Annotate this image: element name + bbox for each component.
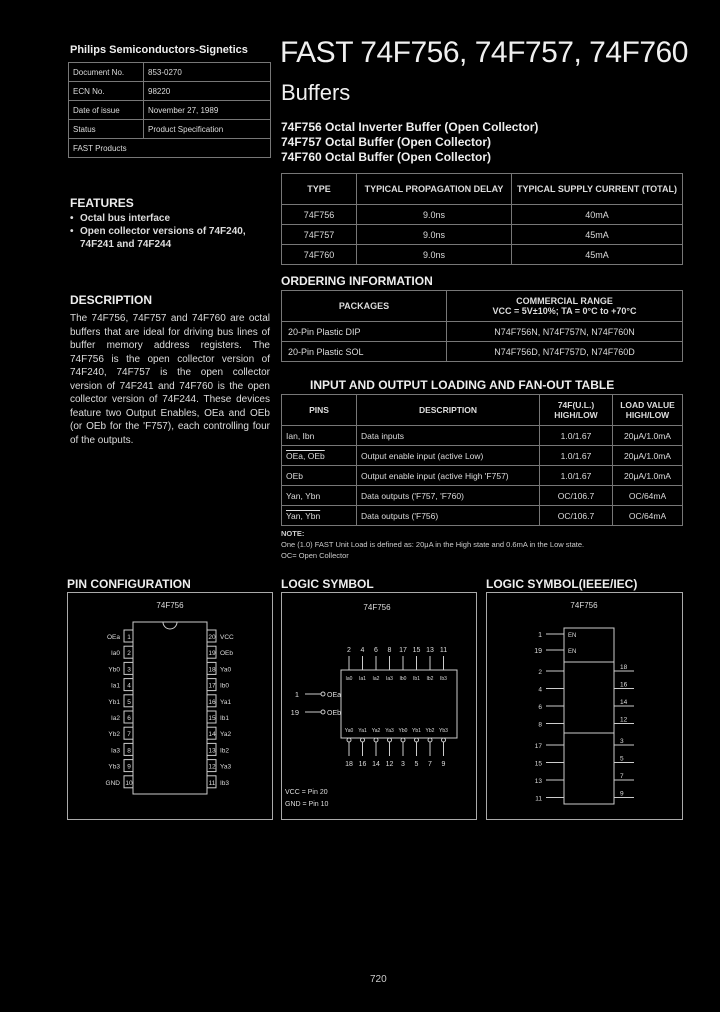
logic-top-pin: 17 xyxy=(399,647,407,654)
pin-label: Yb0 xyxy=(108,666,120,674)
pin-label: OEa xyxy=(106,634,120,641)
logic-top-pin: 8 xyxy=(387,647,392,654)
desc-cell: Data outputs ('F756) xyxy=(357,506,540,526)
variant-757: 74F757 Octal Buffer (Open Collector) xyxy=(281,135,492,149)
dip-notch xyxy=(163,622,177,629)
pin-number: 2 xyxy=(127,650,131,658)
ieee-output-pin: 12 xyxy=(620,716,628,724)
ieee-input-pin: 13 xyxy=(534,778,542,785)
logic-top-pin: 11 xyxy=(439,647,448,654)
pin-label: Ia1 xyxy=(110,682,120,690)
pin-number: 13 xyxy=(208,747,216,755)
status-value: Product Specification xyxy=(144,120,271,139)
feature-item: • Open collector versions of 74F240, 74F241 and 74F244 xyxy=(70,225,280,251)
part-cell: N74F756N, N74F757N, N74F760N xyxy=(447,322,683,342)
delay-cell: 9.0ns xyxy=(357,225,512,245)
oe-a-label: OEa xyxy=(327,692,342,699)
load-cell: 20μA/1.0mA xyxy=(613,446,683,466)
table-row xyxy=(282,426,683,446)
delay-cell: 9.0ns xyxy=(357,245,512,265)
logic-output-bubble xyxy=(428,738,432,742)
part-cell: N74F756D, N74F757D, N74F760D xyxy=(447,342,683,362)
logic-top-pin: 2 xyxy=(347,647,351,654)
pin-number: 7 xyxy=(127,731,131,739)
pin-label: Ya2 xyxy=(220,731,232,739)
commercial-range-conditions: VCC = 5V±10%; TA = 0°C to +70°C xyxy=(492,306,637,316)
page-title: FAST 74F756, 74F757, 74F760 xyxy=(280,36,688,69)
logic-input-label: Ib1 xyxy=(413,676,420,682)
logic-output-label: Ya1 xyxy=(358,728,367,734)
pin-label: VCC xyxy=(220,634,234,641)
logic-bottom-pin: 7 xyxy=(428,761,432,768)
type-cell: 74F756 xyxy=(282,205,357,225)
pin-cell: OEa, OEb xyxy=(282,446,357,466)
en2-pin: 19 xyxy=(534,648,542,655)
delay-header: TYPICAL PROPAGATION DELAY xyxy=(357,174,512,205)
logic-bottom-pin: 12 xyxy=(385,761,394,768)
logic-output-bubble xyxy=(361,738,365,742)
logic-output-bubble xyxy=(347,738,351,742)
date-value: November 27, 1989 xyxy=(144,101,271,120)
load-cell: OC/64mA xyxy=(613,486,683,506)
ul-cell: 1.0/1.67 xyxy=(540,446,613,466)
note xyxy=(281,528,584,561)
pin-config-frame xyxy=(68,593,273,820)
pin-number: 11 xyxy=(208,779,216,787)
company-name: Philips Semiconductors-Signetics xyxy=(70,44,248,56)
desc-cell: Data outputs ('F757, 'F760) xyxy=(357,486,540,506)
logic-bottom-pin: 18 xyxy=(345,761,353,768)
logic-output-label: Ya3 xyxy=(385,728,394,734)
pin-chip-label: 74F756 xyxy=(156,601,184,610)
dip-package xyxy=(133,622,207,794)
logic-top-pin: 4 xyxy=(360,647,365,654)
pin-number: 16 xyxy=(208,698,216,706)
packages-header: PACKAGES xyxy=(282,291,447,322)
pin-label: Ya0 xyxy=(220,666,232,674)
feature-item: • Octal bus interface xyxy=(70,212,280,225)
doc-no-label: Document No. xyxy=(69,63,144,82)
table-row xyxy=(282,506,683,526)
note-line: One (1.0) FAST Unit Load is defined as: 20μA in the High state and 0.6mA in the Low state. xyxy=(281,540,585,549)
current-cell: 45mA xyxy=(512,245,683,265)
pin-label: GND xyxy=(105,779,120,787)
ieee-input-pin: 8 xyxy=(538,721,542,729)
desc-cell: Data inputs xyxy=(357,426,540,446)
ieee-output-pin: 14 xyxy=(620,699,628,706)
pin-number: 5 xyxy=(127,698,131,706)
pin-cell: Ian, Ibn xyxy=(282,426,357,446)
type-cell: 74F760 xyxy=(282,245,357,265)
note-label: NOTE: xyxy=(281,529,305,538)
desc-cell: Output enable input (active High 'F757) xyxy=(357,466,540,486)
pin-cell: Yan, Ybn xyxy=(282,506,357,526)
commercial-range-label: COMMERCIAL RANGE xyxy=(516,296,613,306)
pin-number: 6 xyxy=(127,715,131,722)
logic-output-bubble xyxy=(374,738,378,742)
package-cell: 20-Pin Plastic SOL xyxy=(282,342,447,362)
load-cell: OC/64mA xyxy=(613,506,683,526)
logic-output-label: Ya2 xyxy=(371,728,381,734)
table-row xyxy=(282,466,683,486)
pin-label: Yb3 xyxy=(108,763,120,771)
ul-cell: 1.0/1.67 xyxy=(540,466,613,486)
pins-header: PINS xyxy=(282,395,357,426)
logic-bottom-pin: 16 xyxy=(358,761,367,768)
pin-number: 20 xyxy=(208,634,216,641)
ecn-value: 98220 xyxy=(144,82,271,101)
ieee-input-pin: 11 xyxy=(535,795,542,803)
description-text: The 74F756, 74F757 and 74F760 are octal buffers that are ideal for driving bus lines of buffer memory address registers. The 74F756 is the open collector version of 74F240, 74F757 is the open collector version of 74F241 and 74F760 is the open collector version of 74F244. These devices feature two Output Enables, OEa and OEb (or OEb for the 'F757), each controlling four of the outputs. xyxy=(70,313,270,446)
pin-label: Ib0 xyxy=(220,682,230,690)
variant-list xyxy=(281,120,538,165)
logic-bottom-pin: 14 xyxy=(372,761,380,768)
table-row xyxy=(282,486,683,506)
ieee-frame xyxy=(487,593,683,820)
ieee-output-pin: 16 xyxy=(620,681,628,689)
logic-chip-label: 74F756 xyxy=(363,603,391,612)
current-cell: 40mA xyxy=(512,205,683,225)
logic-output-label: Yb0 xyxy=(398,728,408,734)
logic-output-label: Yb2 xyxy=(425,728,435,734)
logic-input-label: Ia1 xyxy=(359,676,366,682)
delay-cell: 9.0ns xyxy=(357,205,512,225)
logic-input-label: Ia2 xyxy=(372,676,380,682)
load-cell: 20μA/1.0mA xyxy=(613,466,683,486)
logic-output-bubble xyxy=(388,738,392,742)
logic-input-label: Ib2 xyxy=(426,676,434,682)
logic-bottom-pin: 3 xyxy=(401,761,405,768)
en1-label: EN xyxy=(568,633,577,639)
type-header: TYPE xyxy=(282,174,357,205)
features-heading: FEATURES xyxy=(70,196,134,210)
table-row xyxy=(282,342,683,362)
pin-label: Ya3 xyxy=(220,763,232,771)
logic-input-label: Ia3 xyxy=(386,676,393,682)
logic-input-label: Ib0 xyxy=(399,676,407,682)
oe-a-pin: 1 xyxy=(294,690,299,699)
logic-input-label: Ia0 xyxy=(345,676,353,682)
description-header: DESCRIPTION xyxy=(357,395,540,426)
variant-756: 74F756 Octal Inverter Buffer (Open Collector) xyxy=(281,120,539,134)
features-list xyxy=(70,212,280,251)
ul-cell: OC/106.7 xyxy=(540,506,613,526)
current-cell: 45mA xyxy=(512,225,683,245)
ecn-label: ECN No. xyxy=(69,82,144,101)
pin-cell: OEb xyxy=(282,466,357,486)
description-heading: DESCRIPTION xyxy=(70,293,153,307)
pin-label: Ib3 xyxy=(220,779,230,787)
en1-pin: 1 xyxy=(538,632,542,639)
ieee-input-pin: 15 xyxy=(534,760,542,768)
logic-symbol-heading: LOGIC SYMBOL xyxy=(281,577,374,591)
logic-output-bubble xyxy=(442,738,446,742)
status-label: Status xyxy=(69,120,144,139)
logic-bottom-pin: 5 xyxy=(414,761,419,768)
pin-number: 1 xyxy=(127,634,131,641)
ul-header: 74F(U.L.) HIGH/LOW xyxy=(540,395,613,426)
ieee-symbol-diagram xyxy=(486,592,683,820)
pin-number: 3 xyxy=(127,666,131,674)
pin-number: 8 xyxy=(127,747,131,755)
desc-cell: Output enable input (active Low) xyxy=(357,446,540,466)
ieee-output-pin: 18 xyxy=(620,664,628,671)
ieee-input-pin: 17 xyxy=(534,743,542,750)
page-number: 720 xyxy=(370,974,387,985)
gnd-note: GND = Pin 10 xyxy=(285,801,329,808)
table-row xyxy=(282,205,683,225)
pin-label: Ia3 xyxy=(110,747,120,755)
logic-output-bubble xyxy=(401,738,405,742)
pin-number: 4 xyxy=(127,682,131,690)
pin-number: 17 xyxy=(208,682,216,690)
ordering-heading: ORDERING INFORMATION xyxy=(281,274,433,288)
page-subtitle: Buffers xyxy=(281,80,351,105)
ul-cell: 1.0/1.67 xyxy=(540,426,613,446)
ordering-table xyxy=(281,290,683,362)
logic-symbol-diagram xyxy=(281,592,477,820)
ieee-input-pin: 4 xyxy=(538,686,542,694)
pin-cell: Yan, Ybn xyxy=(282,486,357,506)
oe-b-pin: 19 xyxy=(290,708,299,717)
type-cell: 74F757 xyxy=(282,225,357,245)
logic-output-bubble xyxy=(415,738,419,742)
logic-top-pin: 13 xyxy=(426,647,434,654)
table-row xyxy=(282,245,683,265)
table-row xyxy=(282,322,683,342)
pin-number: 15 xyxy=(208,715,216,722)
pin-number: 9 xyxy=(127,763,131,771)
ul-cell: OC/106.7 xyxy=(540,486,613,506)
product-line: FAST Products xyxy=(69,139,271,158)
pin-number: 18 xyxy=(208,666,216,674)
ieee-output-pin: 9 xyxy=(620,790,624,798)
doc-no-value: 853-0270 xyxy=(144,63,271,82)
ieee-input-pin: 6 xyxy=(538,704,542,711)
type-table xyxy=(281,173,683,265)
pin-label: Ia0 xyxy=(110,650,120,658)
pin-label: Ib1 xyxy=(220,715,230,722)
logic-input-label: Ib3 xyxy=(440,676,447,682)
ieee-chip-label: 74F756 xyxy=(570,601,598,610)
pin-label: OEb xyxy=(220,650,234,658)
note-line: OC= Open Collector xyxy=(281,551,349,560)
date-label: Date of issue xyxy=(69,101,144,120)
en2-label: EN xyxy=(568,649,577,655)
logic-output-label: Ya0 xyxy=(344,728,354,734)
ieee-output-pin: 3 xyxy=(620,738,624,745)
logic-bottom-pin: 9 xyxy=(441,761,446,768)
load-header: LOAD VALUE HIGH/LOW xyxy=(613,395,683,426)
oe-b-bubble xyxy=(321,710,325,714)
logic-top-pin: 15 xyxy=(412,647,421,654)
logic-output-label: Yb3 xyxy=(439,728,448,734)
vcc-note: VCC = Pin 20 xyxy=(285,789,328,796)
logic-top-pin: 6 xyxy=(374,647,378,654)
ieee-symbol-heading: LOGIC SYMBOL(IEEE/IEC) xyxy=(486,577,638,591)
variant-760: 74F760 Octal Buffer (Open Collector) xyxy=(281,150,492,164)
ieee-output-pin: 5 xyxy=(620,755,624,763)
commercial-header xyxy=(447,291,683,322)
pin-number: 19 xyxy=(208,650,216,658)
pin-label: Ib2 xyxy=(220,747,230,755)
oe-b-label: OEb xyxy=(327,710,342,717)
pin-label: Ya1 xyxy=(220,698,232,706)
logic-frame xyxy=(282,593,477,820)
ieee-input-pin: 2 xyxy=(538,669,542,676)
current-header: TYPICAL SUPPLY CURRENT (TOTAL) xyxy=(512,174,683,205)
table-row xyxy=(282,446,683,466)
document-info-table xyxy=(68,62,271,158)
pin-config-heading: PIN CONFIGURATION xyxy=(67,577,191,591)
package-cell: 20-Pin Plastic DIP xyxy=(282,322,447,342)
pin-number: 14 xyxy=(208,731,216,739)
pin-number: 10 xyxy=(125,779,133,787)
io-heading: INPUT AND OUTPUT LOADING AND FAN-OUT TABLE xyxy=(310,378,615,392)
ieee-output-pin: 7 xyxy=(620,773,624,780)
load-cell: 20μA/1.0mA xyxy=(613,426,683,446)
pin-number: 12 xyxy=(208,763,216,771)
table-row xyxy=(282,225,683,245)
pin-label: Yb1 xyxy=(108,698,120,706)
pin-label: Yb2 xyxy=(108,731,120,739)
io-table xyxy=(281,394,683,526)
oe-a-bubble xyxy=(321,692,325,696)
pin-label: Ia2 xyxy=(110,715,120,722)
logic-output-label: Yb1 xyxy=(412,728,421,734)
pin-config-diagram xyxy=(67,592,273,820)
